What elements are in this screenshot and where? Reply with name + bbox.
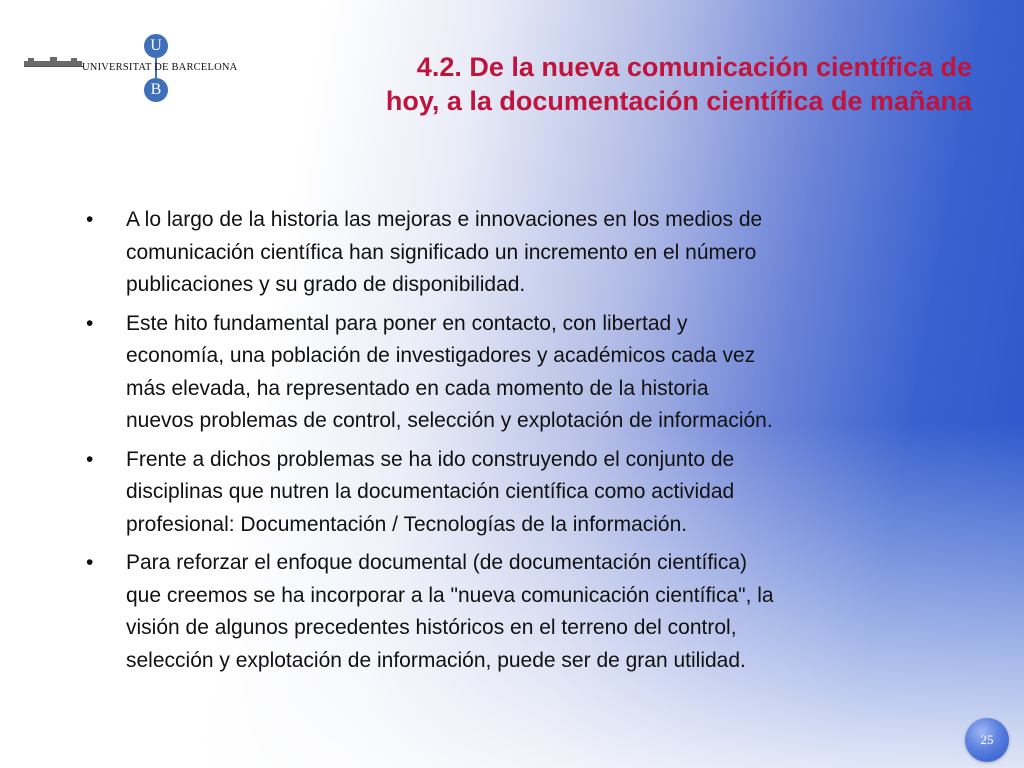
- logo-text: UNIVERSITAT DE BARCELONA: [82, 62, 238, 73]
- page-number-badge: 25: [965, 718, 1009, 762]
- bullet-list: [86, 204, 976, 683]
- slide-title-line-1: 4.2. De la nueva comunicación científica de: [416, 52, 972, 82]
- bullet-line: que creemos se ha incorporar a la "nueva comunicación científica", la: [126, 583, 774, 607]
- logo-letter-u: U: [144, 34, 168, 58]
- bullet-mark: •: [86, 551, 94, 574]
- bullet-line: publicaciones y su grado de disponibilidad.: [126, 273, 526, 296]
- bullet-line: Frente a dichos problemas se ha ido construyendo el conjunto de: [126, 447, 735, 471]
- bullet-item-4: [86, 547, 976, 677]
- bullet-item-1: [86, 204, 976, 302]
- bullet-line: nuevos problemas de control, selección y explotación de información.: [126, 409, 773, 432]
- bullet-line: Para reforzar el enfoque documental (de documentación científica): [126, 551, 748, 574]
- bullet-line: economía, una población de investigadores y académicos cada vez: [126, 344, 756, 367]
- bullet-line: Este hito fundamental para poner en contacto, con libertad y: [126, 311, 688, 335]
- bullet-line: selección y explotación de información, puede ser de gran utilidad.: [126, 648, 746, 672]
- bullet-line: disciplinas que nutren la documentación científica como actividad: [126, 480, 735, 503]
- university-logo: [24, 32, 238, 104]
- bullet-mark: •: [86, 447, 94, 471]
- bullet-item-2: [86, 308, 976, 438]
- bullet-line: comunicación científica han significado un incremento en el número: [126, 240, 757, 264]
- logo-rule: [24, 66, 84, 67]
- bullet-line: más elevada, ha representado en cada momento de la historia: [126, 376, 709, 400]
- bullet-line: A lo largo de la historia las mejoras e innovaciones en los medios de: [126, 208, 763, 231]
- slide-title-line-2: hoy, a la documentación científica de mañana: [385, 86, 972, 116]
- bullet-mark: •: [86, 208, 94, 231]
- bullet-mark: •: [86, 311, 94, 335]
- logo-letter-b: B: [144, 78, 168, 102]
- slide-title: [212, 50, 972, 118]
- bullet-line: visión de algunos precedentes históricos en el terreno del control,: [126, 616, 737, 639]
- bullet-line: profesional: Documentación / Tecnologías de la información.: [126, 512, 688, 536]
- bullet-item-3: [86, 444, 976, 542]
